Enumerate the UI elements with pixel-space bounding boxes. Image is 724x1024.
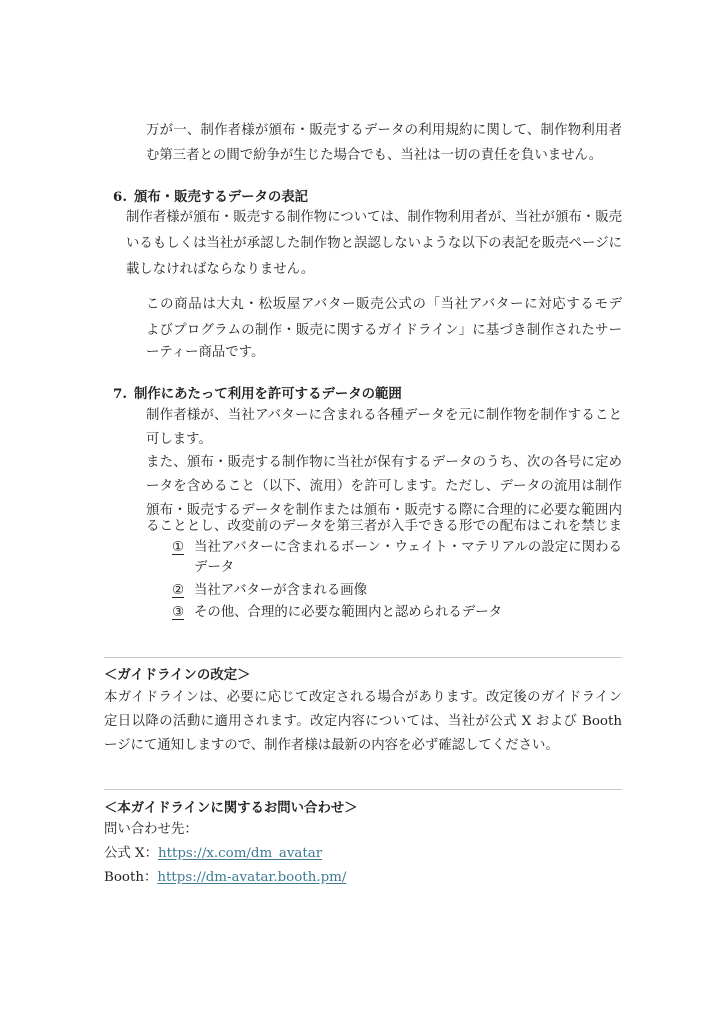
paragraph-line: ることとし、改変前のデータを第三者が入手できる形での配布はこれを禁じま	[146, 519, 622, 534]
contact-label: 問い合わせ先：	[104, 822, 198, 837]
paragraph-line: ータを含めること（以下、流用）を許可します。ただし、データの流用は制作	[146, 479, 622, 494]
list-item: 当社アバターに含まれるボーン・ウェイト・マテリアルの設定に関わる	[194, 540, 622, 555]
x-link[interactable]: https://x.com/dm_avatar	[157, 846, 323, 861]
section-number: 6.	[113, 189, 127, 205]
paragraph-line: また、頒布・販売する制作物に当社が保有するデータのうち、次の各号に定め	[146, 455, 622, 470]
item-mark: ③	[172, 605, 185, 620]
paragraph-line: 制作者様が頒布・販売する制作物については、制作物利用者が、当社が頒布・販売	[126, 210, 622, 225]
quote-line: ーティー商品です。	[146, 345, 265, 360]
booth-contact	[104, 869, 346, 887]
paragraph-line: 定日以降の活動に適用されます。改定内容については、当社が公式 X および Booth	[104, 714, 622, 729]
paragraph-line: む第三者との間で紛争が生じた場合でも、当社は一切の責任を負いません。	[146, 148, 603, 163]
list-item: データ	[194, 560, 235, 575]
paragraph-line: いるもしくは当社が承認した制作物と誤認しないような以下の表記を販売ページに	[126, 236, 622, 251]
paragraph-line: 可します。	[146, 432, 212, 447]
paragraph-line: 載しなければならなりません。	[126, 262, 315, 277]
divider	[104, 789, 622, 790]
booth-link[interactable]: https://dm-avatar.booth.pm/	[157, 870, 347, 885]
quote-line: よびプログラムの制作・販売に関するガイドライン」に基づき制作されたサー	[146, 323, 622, 338]
divider	[104, 657, 622, 658]
paragraph-line: 制作者様が、当社アバターに含まれる各種データを元に制作物を制作すること	[146, 408, 622, 423]
section-title: ＜本ガイドラインに関するお問い合わせ＞	[104, 800, 358, 816]
item-mark: ①	[172, 540, 185, 555]
x-contact	[104, 845, 322, 863]
section-title: 制作にあたって利用を許可するデータの範囲	[134, 386, 402, 402]
paragraph-line: 頒布・販売するデータを制作または頒布・販売する際に合理的に必要な範囲内	[146, 503, 622, 518]
list-item: 当社アバターが含まれる画像	[194, 583, 368, 598]
paragraph-line: 本ガイドラインは、必要に応じて改定される場合があります。改定後のガイドライン	[104, 690, 622, 705]
section-number: 7.	[113, 386, 127, 402]
section-title: ＜ガイドラインの改定＞	[104, 667, 251, 683]
booth-label: Booth：	[104, 870, 158, 885]
list-item: その他、合理的に必要な範囲内と認められるデータ	[194, 605, 502, 620]
paragraph-line: 万が一、制作者様が頒布・販売するデータの利用規約に関して、制作物利用者	[146, 123, 622, 138]
item-mark: ②	[172, 583, 185, 598]
quote-line: この商品は大丸・松坂屋アバター販売公式の「当社アバターに対応するモデ	[146, 297, 622, 312]
paragraph-line: ージにて通知しますので、制作者様は最新の内容を必ず確認してください。	[104, 738, 559, 753]
x-label: 公式 X：	[104, 846, 158, 861]
section-title: 頒布・販売するデータの表記	[134, 189, 309, 205]
